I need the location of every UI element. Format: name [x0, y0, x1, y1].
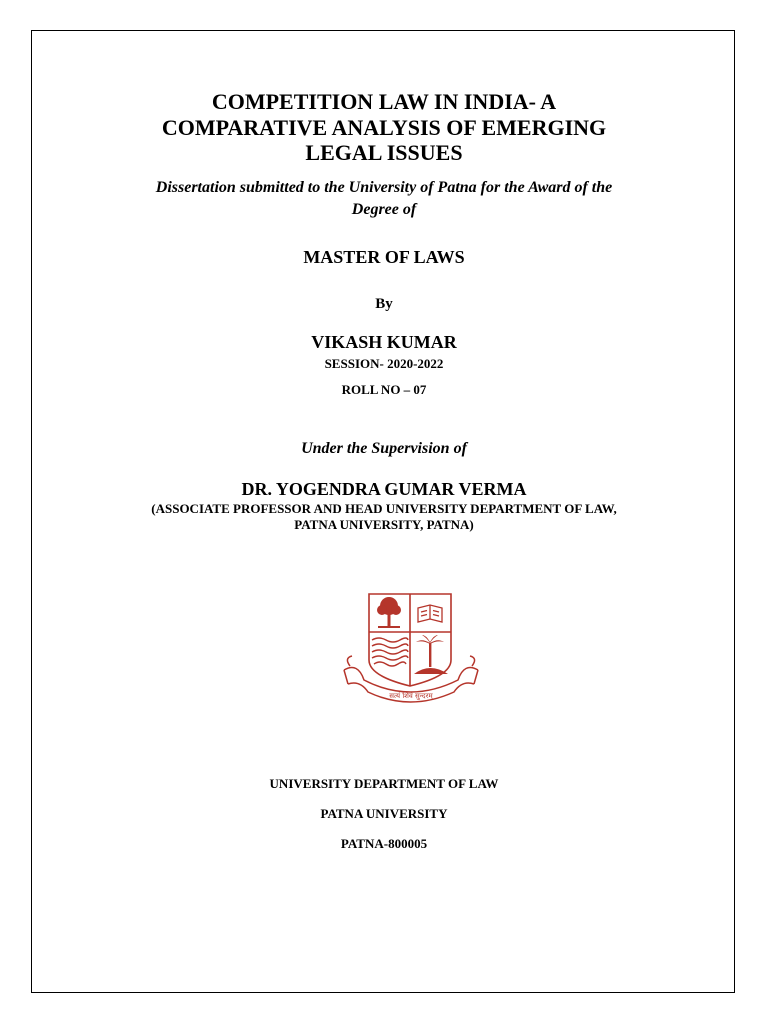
submission-line-1: Dissertation submitted to the University of Patna for the Award of the: [155, 179, 613, 196]
author-name: VIKASH KUMAR: [311, 332, 457, 352]
university-emblem: [338, 588, 484, 716]
palm-tree-icon: [414, 635, 448, 674]
author-roll-number: ROLL NO – 07: [341, 382, 427, 397]
supervision-label: Under the Supervision of: [301, 440, 467, 457]
by-label: By: [375, 296, 393, 312]
supervisor-designation-line-2: PATNA UNIVERSITY, PATNA): [294, 517, 474, 532]
submission-line-2: Degree of: [351, 201, 417, 218]
university-name: PATNA UNIVERSITY: [320, 806, 448, 821]
river-waves-icon: [372, 638, 408, 666]
book-icon: [418, 605, 442, 622]
title-line-3: LEGAL ISSUES: [305, 140, 463, 165]
author-session: SESSION- 2020-2022: [324, 356, 444, 371]
department-name: UNIVERSITY DEPARTMENT OF LAW: [269, 776, 499, 791]
emblem-motto: सत्यं शिवं सुन्दरम्: [389, 692, 433, 700]
university-address: PATNA-800005: [340, 836, 428, 851]
title-line-2: COMPARATIVE ANALYSIS OF EMERGING: [161, 115, 607, 140]
title-line-1: COMPETITION LAW IN INDIA- A: [211, 89, 557, 114]
supervisor-name: DR. YOGENDRA GUMAR VERMA: [241, 479, 527, 499]
tree-icon: [377, 597, 401, 628]
degree-name: MASTER OF LAWS: [303, 247, 465, 267]
supervisor-designation-line-1: (ASSOCIATE PROFESSOR AND HEAD UNIVERSITY DEPARTMENT OF LAW,: [151, 501, 617, 516]
